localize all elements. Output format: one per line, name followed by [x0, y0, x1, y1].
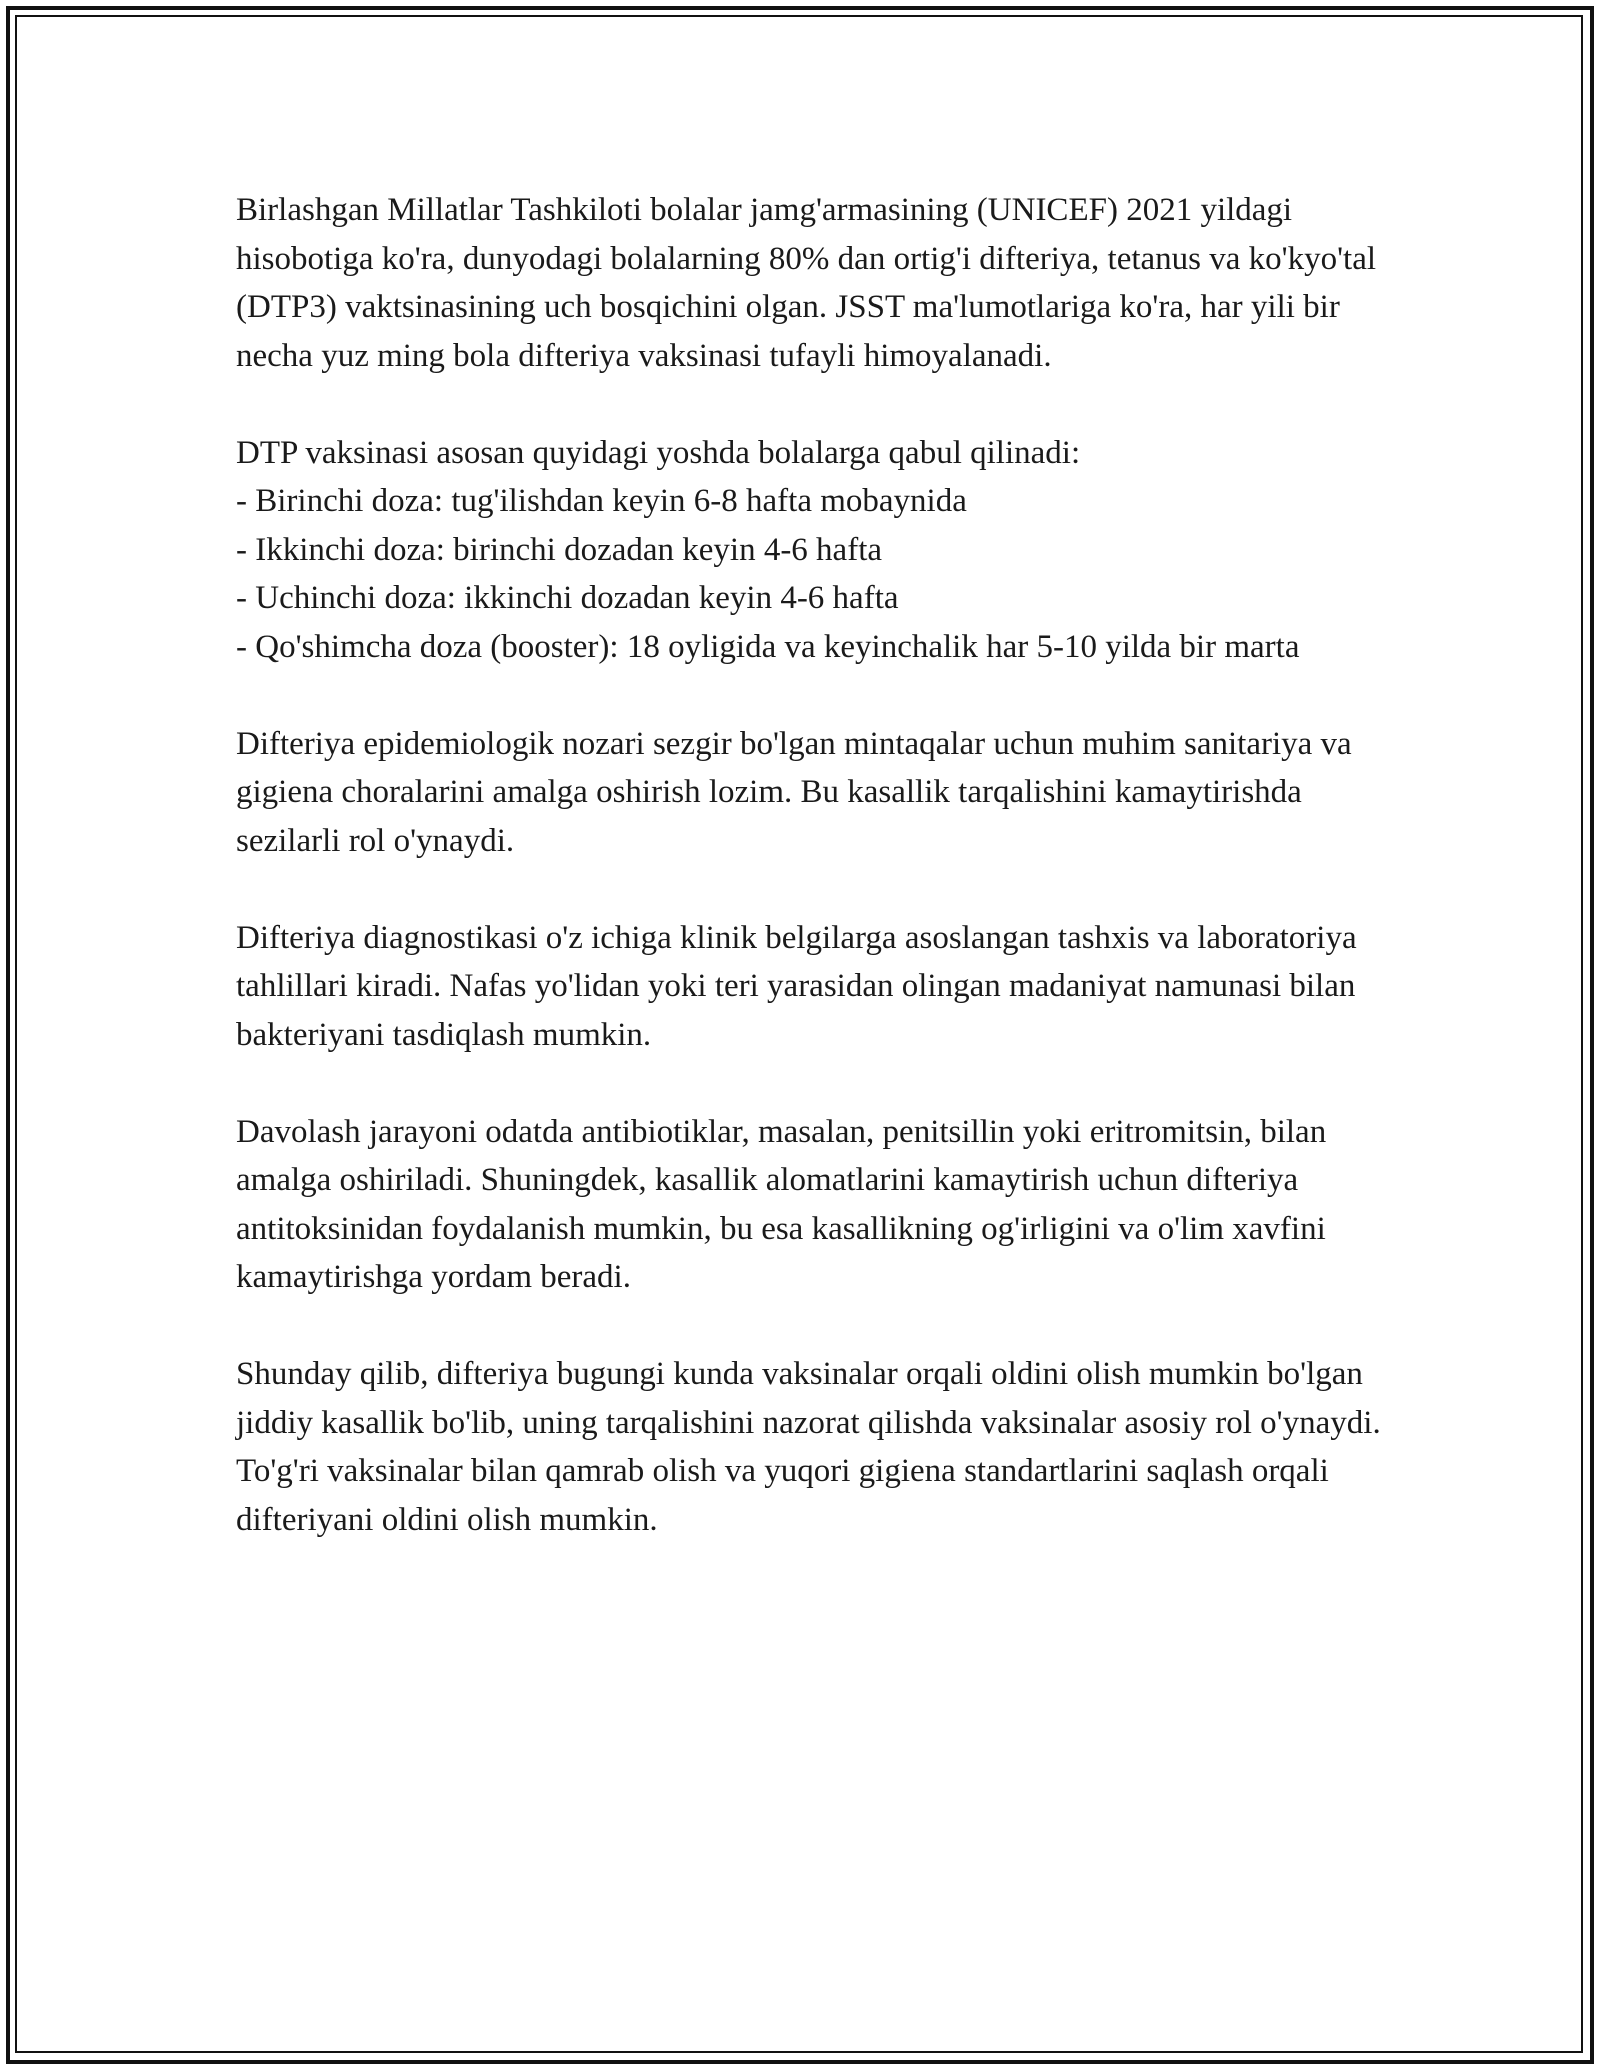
paragraph-diagnostics: Difteriya diagnostikasi o'z ichiga klinik belgilarga asoslangan tashxis va laboratoriya tahlillari kiradi. Nafas yo'lidan yoki teri yarasidan olingan madaniyat namunasi bilan bakteriyani tasdiqlash mumkin.: [236, 919, 1357, 1053]
dtp-schedule-intro: DTP vaksinasi asosan quyidagi yoshda bolalarga qabul qilinadi:: [236, 434, 1081, 471]
list-item-booster-dose: - Qo'shimcha doza (booster): 18 oyligida va keyinchalik har 5-10 yilda bir marta: [236, 628, 1300, 665]
paragraph-sanitation: Difteriya epidemiologik nozari sezgir bo'lgan mintaqalar uchun muhim sanitariya va gigiena choralarini amalga oshirish lozim. Bu kasallik tarqalishini kamaytirishda sezilarli rol o'ynaydi.: [236, 725, 1352, 859]
paragraph-conclusion: Shunday qilib, difteriya bugungi kunda vaksinalar orqali oldini olish mumkin bo'lgan jiddiy kasallik bo'lib, uning tarqalishini nazorat qilishda vaksinalar asosiy rol o'ynaydi. To'g'ri vaksinalar bilan qamrab olish va yuqori gigiena standartlarini saqlash orqali difteriyani oldini olish mumkin.: [236, 1356, 1381, 1538]
paragraph-treatment: Davolash jarayoni odatda antibiotiklar, masalan, penitsillin yoki eritromitsin, bilan amalga oshiriladi. Shuningdek, kasallik alomatlarini kamaytirish uchun difteriya antitoksinidan foydalanish mumkin, bu esa kasallikning og'irligini va o'lim xavfini kamaytirishga yordam beradi.: [236, 1113, 1327, 1295]
dtp-schedule-section: [236, 429, 1396, 672]
list-item-first-dose: - Birinchi doza: tug'ilishdan keyin 6-8 hafta mobaynida: [236, 483, 967, 519]
list-item-second-dose: - Ikkinchi doza: birinchi dozadan keyin 4-6 hafta: [236, 531, 883, 568]
list-item-third-dose: - Uchinchi doza: ikkinchi dozadan keyin 4-6 hafta: [236, 580, 899, 616]
paragraph-unicef-report: Birlashgan Millatlar Tashkiloti bolalar jamg'armasining (UNICEF) 2021 yildagi hisobotiga ko'ra, dunyodagi bolalarning 80% dan ortig'i difteriya, tetanus va ko'kyo'tal (DTP3) vaktsinasining uch bosqichini olgan. JSST ma'lumotlariga ko'ra, har yili bir necha yuz ming bola difteriya vaksinasi tufayli himoyalanadi.: [236, 192, 1377, 374]
document-body: [236, 186, 1396, 1593]
